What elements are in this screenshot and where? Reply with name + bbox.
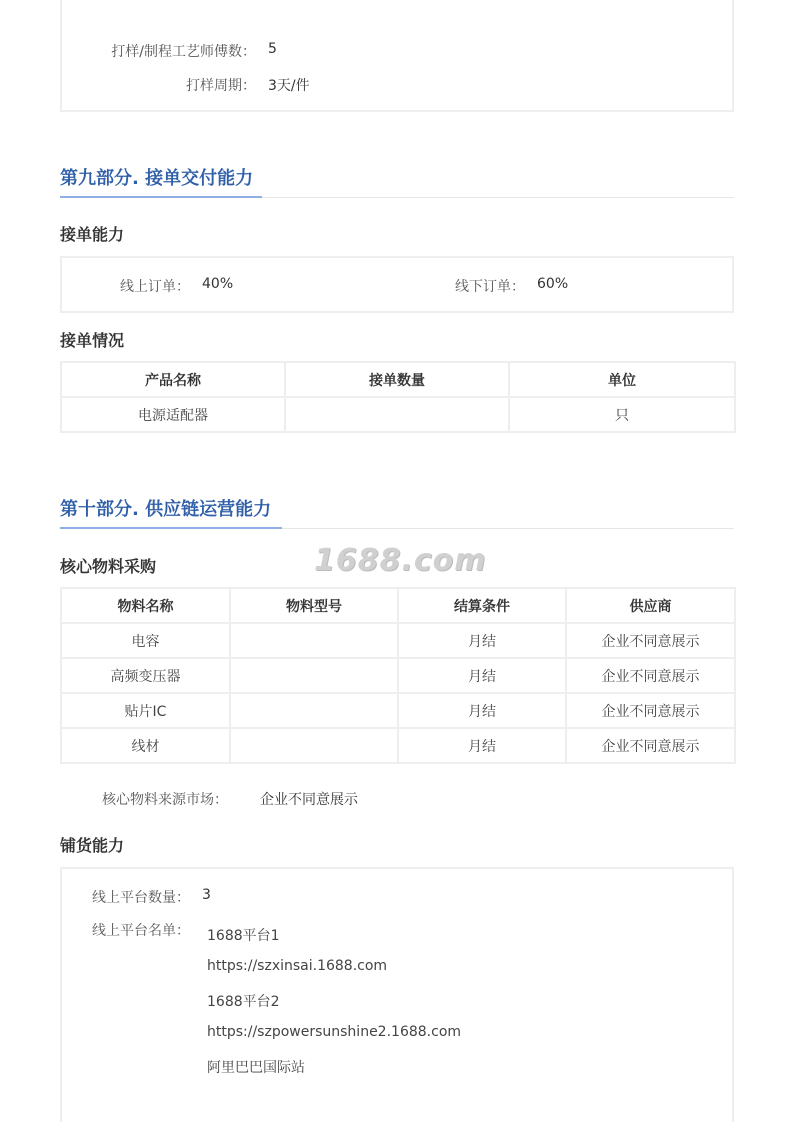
platform-count-value: 3 — [202, 887, 211, 903]
materials-cell-supplier: 企业不同意展示 — [566, 693, 735, 728]
materials-cell-supplier: 企业不同意展示 — [566, 728, 735, 763]
materials-header-supplier: 供应商 — [566, 588, 735, 623]
sample-staff-label: 打样/制程工艺师傅数： — [111, 44, 256, 60]
table-row — [61, 623, 735, 658]
table-row — [61, 658, 735, 693]
section9-title: 第九部分. 接单交付能力 — [60, 168, 254, 189]
orders-header-unit: 单位 — [509, 362, 735, 397]
materials-title: 核心物料采购 — [60, 557, 157, 576]
materials-cell-name: 电容 — [61, 623, 230, 658]
materials-cell-model — [230, 693, 398, 728]
online-orders-label: 线上订单： — [120, 279, 190, 295]
list-item: https://szpowersunshine2.1688.com — [207, 1024, 462, 1040]
offline-orders-label: 线下订单： — [455, 279, 525, 295]
materials-cell-name: 线材 — [61, 728, 230, 763]
materials-header-model: 物料型号 — [230, 588, 398, 623]
materials-cell-settlement: 月结 — [398, 658, 566, 693]
materials-header-name: 物料名称 — [61, 588, 230, 623]
sample-cycle-value: 3天/件 — [268, 78, 310, 94]
materials-cell-settlement: 月结 — [398, 693, 566, 728]
list-item: 阿里巴巴国际站 — [207, 1060, 305, 1076]
section10-accent-line — [60, 527, 282, 529]
material-source-label: 核心物料来源市场： — [102, 792, 228, 808]
materials-cell-settlement: 月结 — [398, 728, 566, 763]
watermark-logo: 1688.com — [314, 543, 487, 578]
list-item: 1688平台2 — [207, 994, 280, 1010]
materials-header-row — [61, 588, 735, 623]
materials-cell-model — [230, 658, 398, 693]
materials-cell-model — [230, 623, 398, 658]
orders-title: 接单情况 — [60, 331, 125, 350]
materials-cell-supplier: 企业不同意展示 — [566, 658, 735, 693]
distribution-title: 铺货能力 — [60, 836, 125, 855]
table-row — [61, 728, 735, 763]
orders-table — [60, 361, 736, 433]
materials-cell-name: 贴片IC — [61, 693, 230, 728]
materials-cell-settlement: 月结 — [398, 623, 566, 658]
materials-header-settlement: 结算条件 — [398, 588, 566, 623]
sample-staff-value: 5 — [268, 41, 277, 57]
orders-cell-product: 电源适配器 — [61, 397, 285, 432]
table-row — [61, 693, 735, 728]
capacity-title: 接单能力 — [60, 225, 125, 244]
section9-accent-line — [60, 196, 262, 198]
orders-cell-unit: 只 — [509, 397, 735, 432]
materials-table — [60, 587, 736, 764]
material-source-value: 企业不同意展示 — [260, 792, 358, 808]
list-item: 1688平台1 — [207, 928, 280, 944]
orders-header-row — [61, 362, 735, 397]
offline-orders-value: 60% — [537, 276, 569, 292]
orders-header-product: 产品名称 — [61, 362, 285, 397]
sample-cycle-label: 打样周期： — [186, 78, 256, 94]
orders-header-quantity: 接单数量 — [285, 362, 509, 397]
list-item: https://szxinsai.1688.com — [207, 958, 388, 974]
materials-cell-model — [230, 728, 398, 763]
materials-cell-name: 高频变压器 — [61, 658, 230, 693]
platform-count-label: 线上平台数量： — [92, 890, 190, 906]
orders-cell-quantity — [285, 397, 509, 432]
online-orders-value: 40% — [202, 276, 234, 292]
materials-cell-supplier: 企业不同意展示 — [566, 623, 735, 658]
section10-title: 第十部分. 供应链运营能力 — [60, 499, 272, 520]
table-row — [61, 397, 735, 432]
platform-list-label: 线上平台名单： — [92, 923, 190, 939]
